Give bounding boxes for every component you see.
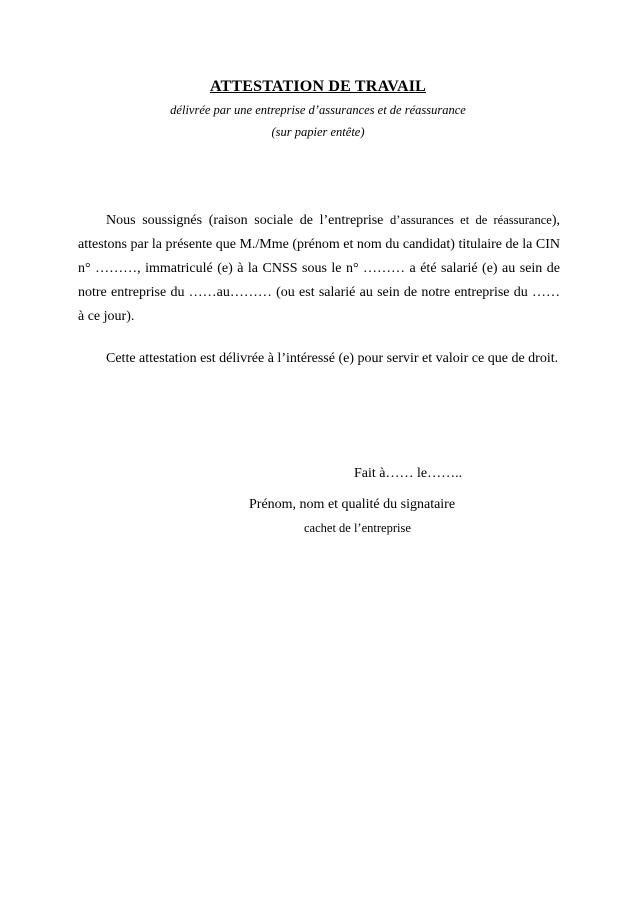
company-stamp-line: cachet de l’entreprise — [304, 521, 411, 535]
signatory-line: Prénom, nom et qualité du signataire — [249, 497, 456, 512]
place-date-line: Fait à…… le…….. — [354, 466, 463, 481]
purpose-paragraph: Cette attestation est délivrée à l’intéressé (e) pour servir et valoir ce que de droit. — [106, 351, 559, 366]
attestation-paragraph — [78, 208, 560, 329]
document-subtitle: délivrée par une entreprise d’assurances et de réassurance — [170, 103, 466, 117]
paragraph-text-part2: d’assurances et de réassurance — [390, 213, 552, 227]
paragraph-text-part3: ), attestons par la présente que M./Mme (prénom et nom du candidat) titulaire de la CIN n° ………, immatriculé (e) à la CNSS sous le n° ……… a été salarié (e) au sein de notre entreprise du ……au……… (ou est salarié au sein de notre entreprise du …… à ce jour). — [78, 213, 560, 324]
document-subtitle-note: (sur papier entête) — [271, 125, 365, 139]
document-title: ATTESTATION DE TRAVAIL — [209, 78, 427, 95]
paragraph-text-part1: Nous soussignés (raison sociale de l’entreprise — [106, 213, 391, 228]
